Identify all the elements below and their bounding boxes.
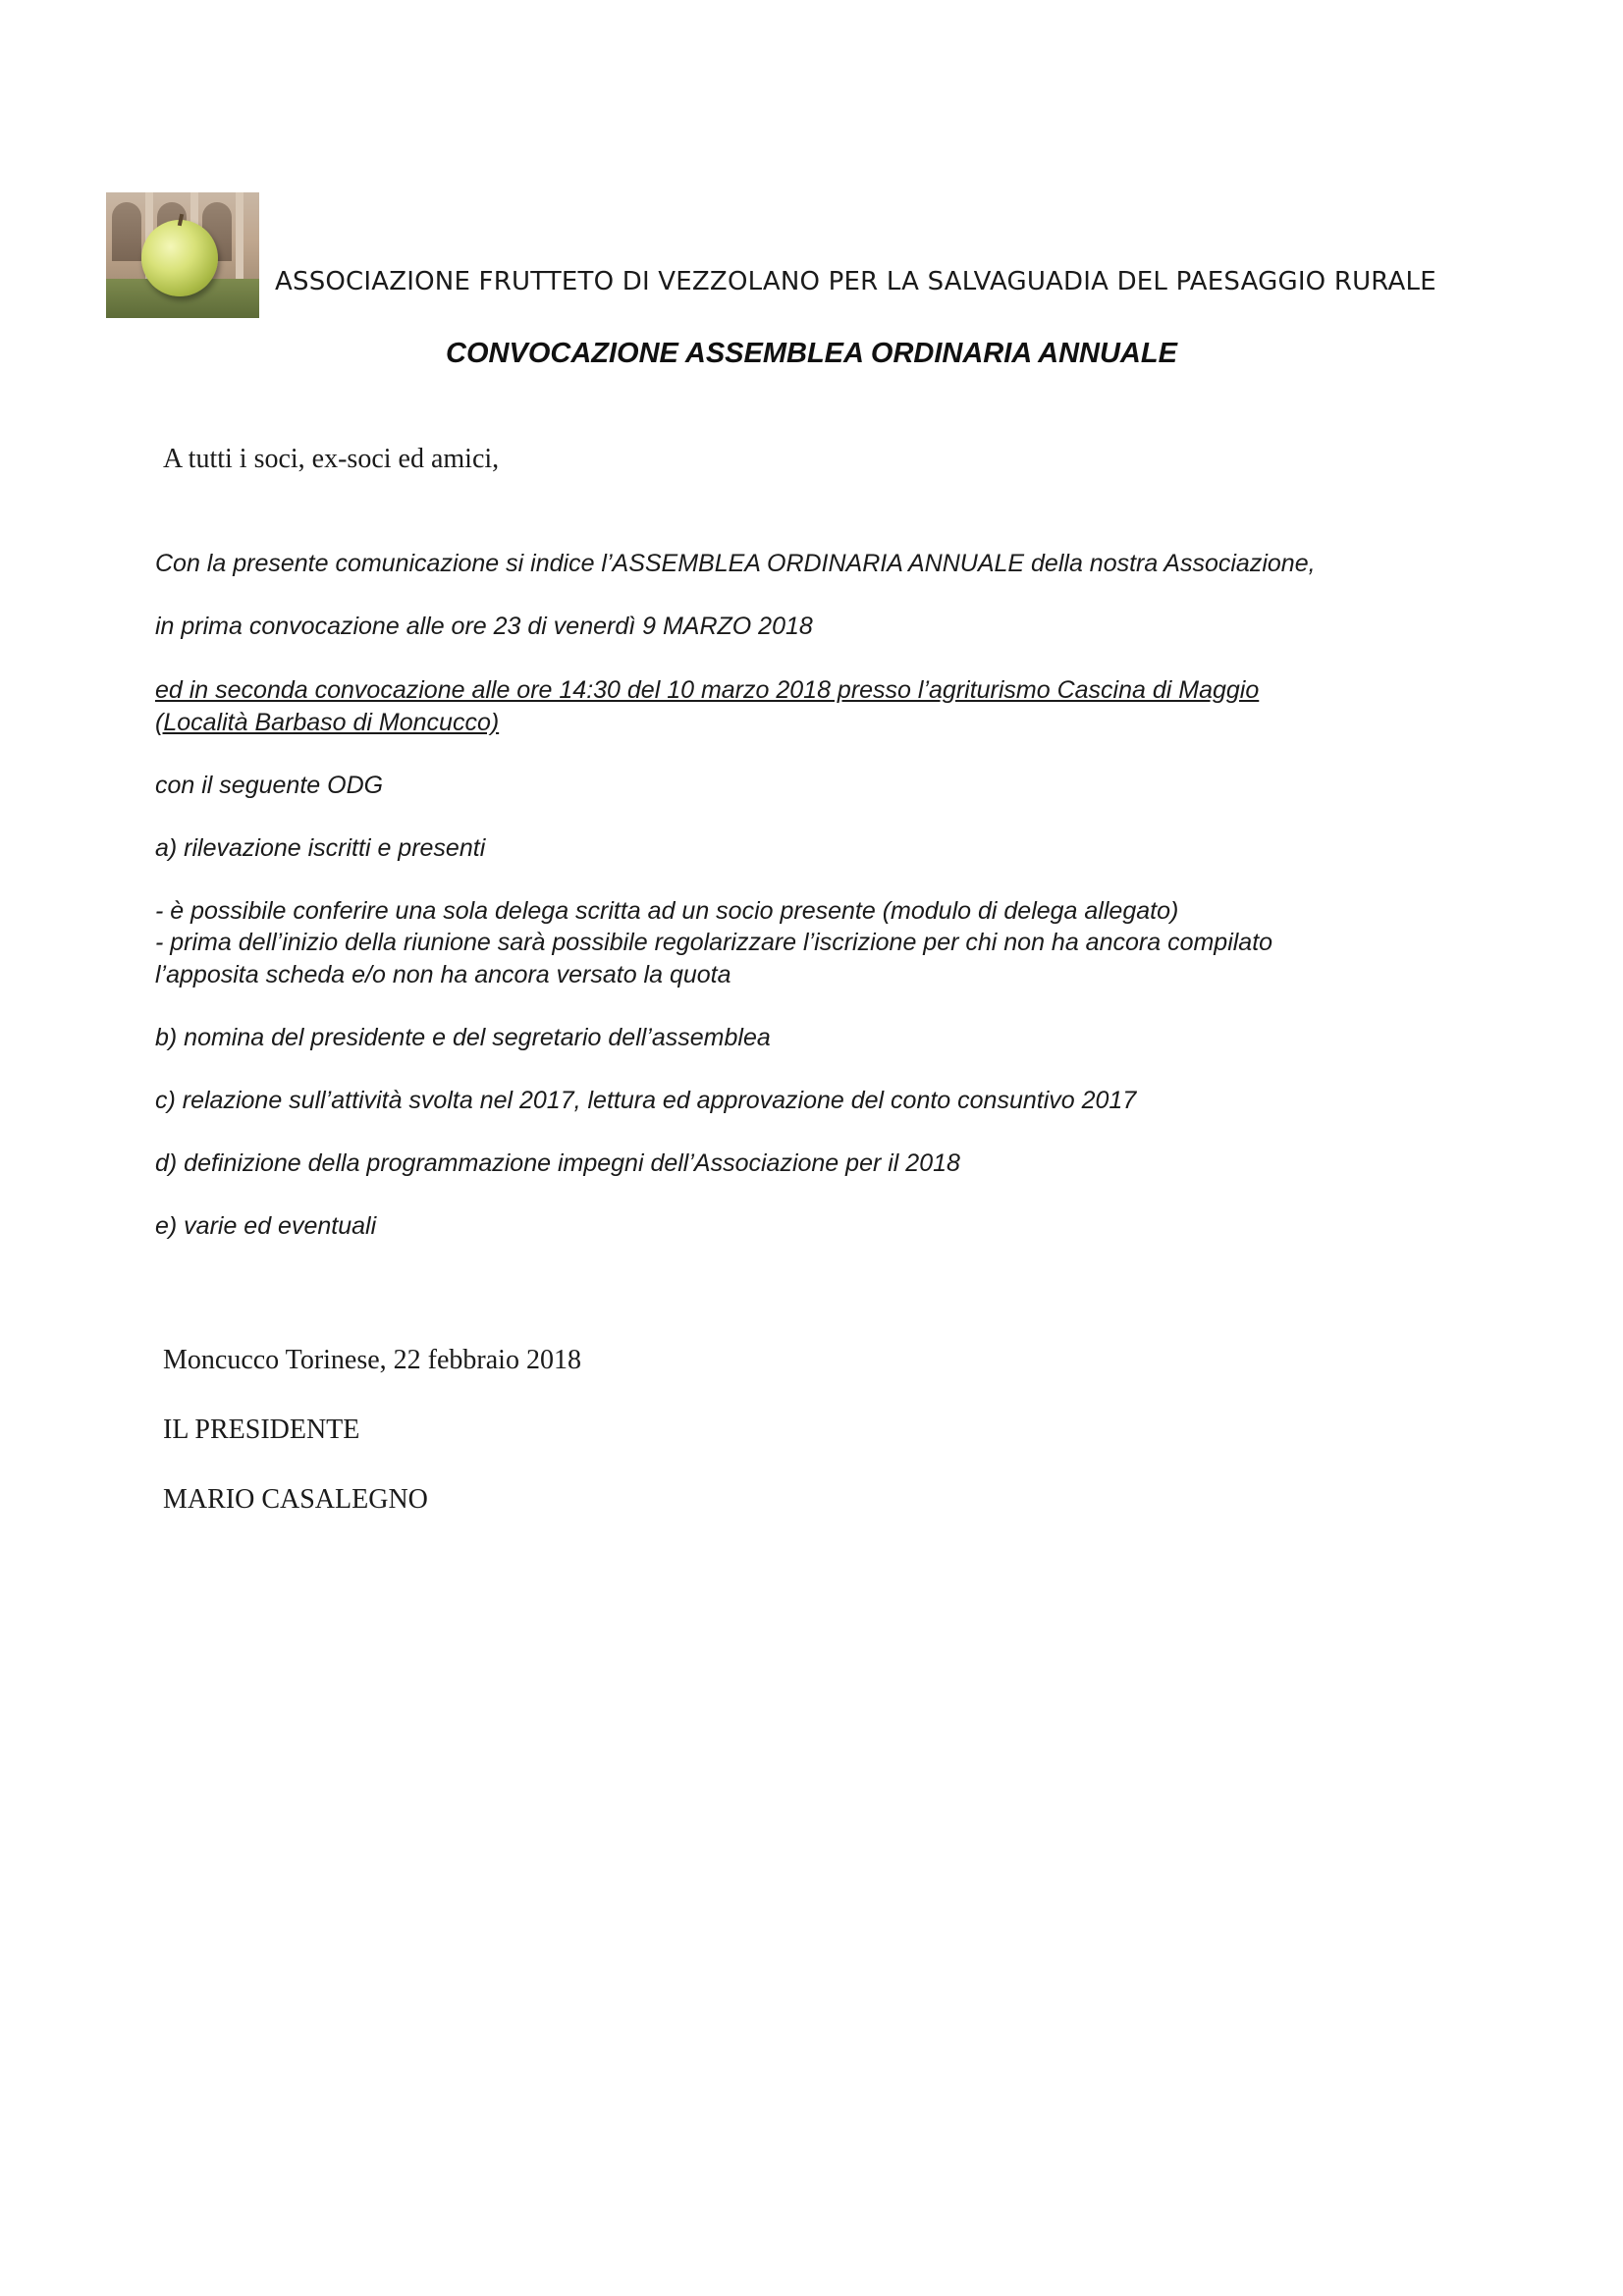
agenda-item-e: e) varie ed eventuali: [155, 1212, 377, 1240]
agenda-item-c: c) relazione sull’attività svolta nel 2017, lettura ed approvazione del conto consuntivo 2017: [155, 1087, 1137, 1114]
signature-name: MARIO CASALEGNO: [163, 1484, 428, 1515]
second-call-line-2: (Località Barbaso di Moncucco): [155, 709, 500, 736]
second-call-line-1: ed in seconda convocazione alle ore 14:30 del 10 marzo 2018 presso l’agriturismo Cascina di Maggio: [155, 676, 1260, 704]
agenda-note-2-line-2: l’apposita scheda e/o non ha ancora versato la quota: [155, 961, 731, 988]
odg-intro: con il seguente ODG: [155, 772, 384, 799]
first-call: in prima convocazione alle ore 23 di venerdì 9 MARZO 2018: [155, 613, 813, 640]
association-logo: [106, 192, 259, 318]
logo-column: [236, 192, 243, 281]
logo-arch: [112, 202, 141, 261]
signature-role: IL PRESIDENTE: [163, 1415, 360, 1445]
agenda-note-1: - è possibile conferire una sola delega scritta ad un socio presente (modulo di delega allegato): [155, 897, 1179, 925]
document-title: CONVOCAZIONE ASSEMBLEA ORDINARIA ANNUALE: [446, 338, 1177, 369]
agenda-item-a: a) rilevazione iscritti e presenti: [155, 834, 486, 862]
agenda-item-b: b) nomina del presidente e del segretario dell’assemblea: [155, 1024, 771, 1051]
intro-paragraph: Con la presente comunicazione si indice l’ASSEMBLEA ORDINARIA ANNUALE della nostra Associazione,: [155, 550, 1316, 577]
greeting: A tutti i soci, ex-soci ed amici,: [163, 444, 500, 474]
agenda-item-d: d) definizione della programmazione impegni dell’Associazione per il 2018: [155, 1149, 960, 1177]
organization-name: ASSOCIAZIONE FRUTTETO DI VEZZOLANO PER LA SALVAGUADIA DEL PAESAGGIO RURALE: [275, 267, 1436, 296]
place-and-date: Moncucco Torinese, 22 febbraio 2018: [163, 1345, 581, 1375]
apple-icon: [141, 220, 218, 296]
agenda-note-2-line-1: - prima dell’inizio della riunione sarà possibile regolarizzare l’iscrizione per chi non ha ancora compilato: [155, 929, 1273, 956]
